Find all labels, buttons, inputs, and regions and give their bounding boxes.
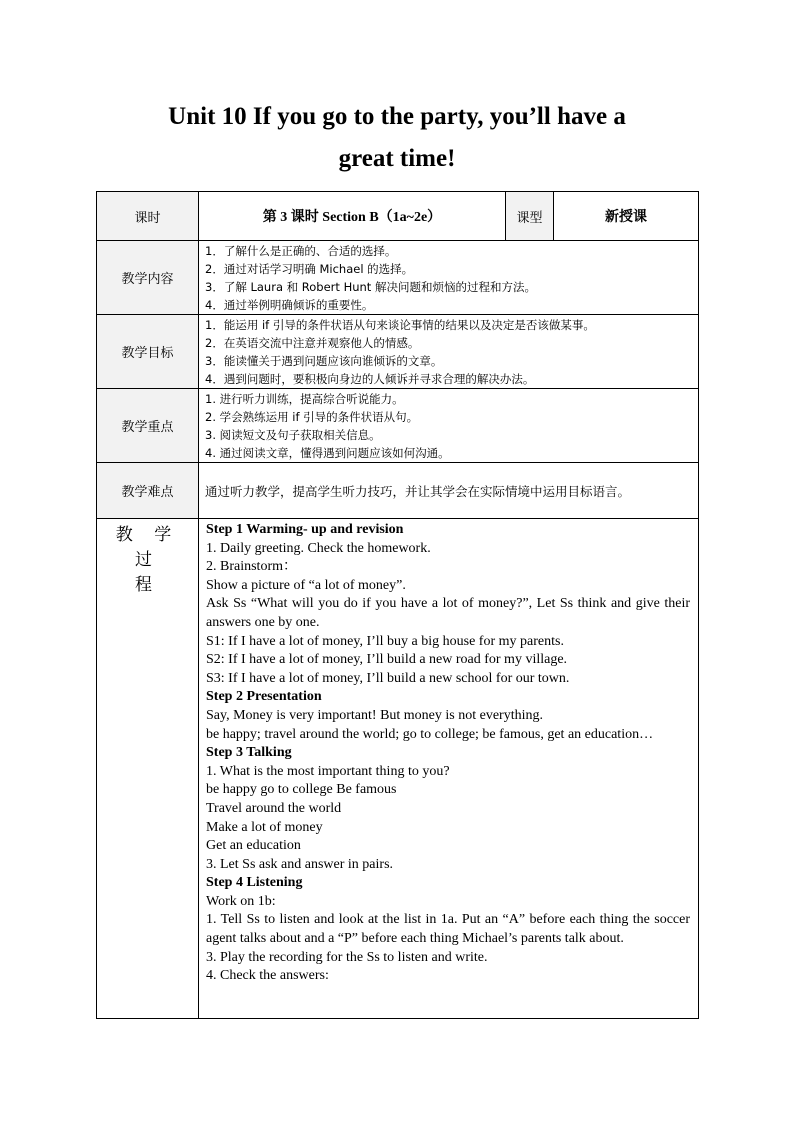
process-line: Get an education [206, 838, 301, 854]
process-line: S2: If I have a lot of money, I’ll build a new road for my village. [206, 652, 568, 668]
goal-item: 4．遇到问题时，要积极向身边的人倾诉并寻求合理的解决办法。 [205, 372, 535, 386]
process-line: Work on 1b: [206, 893, 276, 909]
process-line: Say, Money is very important! But money is not everything. [206, 707, 543, 723]
process-label-line-1: 教 学 过 [115, 525, 180, 570]
step-heading: Step 4 Listening [206, 875, 303, 891]
process-line: 1. Daily greeting. Check the homework. [206, 540, 431, 556]
process-line: 1. Tell Ss to listen and look at the list in 1a. Put an “A” before each thing the soccer agent talks about and a “P” before each thing Michael’s parents talk about. [206, 912, 690, 947]
process-line: Travel around the world [206, 800, 342, 816]
key-points-label: 教学重点 [97, 389, 199, 463]
process-line: 1. What is the most important thing to you? [206, 763, 450, 779]
process-line: S3: If I have a lot of money, I’ll build a new school for our town. [206, 670, 570, 686]
content-item: 2．通过对话学习明确 Michael 的选择。 [205, 262, 414, 276]
content-item: 4．通过举例明确倾诉的重要性。 [205, 298, 374, 312]
period-value: 第 3 课时 Section B（1a~2e） [199, 192, 506, 241]
period-label: 课时 [97, 192, 199, 241]
process-label-line-2: 程 [135, 575, 160, 595]
step-heading: Step 3 Talking [206, 745, 292, 761]
step-heading: Step 2 Presentation [206, 689, 322, 705]
process-row [97, 519, 699, 1019]
process-line: Make a lot of money [206, 819, 323, 835]
process-line: Ask Ss “What will you do if you have a lot of money?”, Let Ss think and give their answers one by one. [206, 596, 690, 630]
process-label [97, 519, 199, 1019]
goals-cell [199, 315, 699, 389]
process-line: be happy; travel around the world; go to college; be famous, get an education… [206, 726, 654, 742]
goals-row [97, 315, 699, 389]
document-title-line-2: great time! [338, 145, 456, 172]
content-cell [199, 241, 699, 315]
process-cell [199, 519, 699, 1019]
difficulties-text: 通过听力教学，提高学生听力技巧，并让其学会在实际情境中运用目标语言。 [199, 463, 699, 519]
document-title-line-1: Unit 10 If you go to the party, you’ll have a [168, 103, 626, 130]
key-point-item: 3. 阅读短文及句子获取相关信息。 [205, 428, 381, 442]
content-item: 3．了解 Laura 和 Robert Hunt 解决问题和烦恼的过程和方法。 [205, 280, 536, 294]
goal-item: 3．能读懂关于遇到问题应该向谁倾诉的文章。 [205, 354, 443, 368]
content-label: 教学内容 [97, 241, 199, 315]
key-points-cell [199, 389, 699, 463]
header-row [97, 192, 699, 241]
type-value: 新授课 [554, 192, 699, 241]
process-line: S1: If I have a lot of money, I’ll buy a big house for my parents. [206, 633, 564, 649]
type-label: 课型 [506, 192, 554, 241]
content-item: 1．了解什么是正确的、合适的选择。 [205, 244, 397, 258]
process-line: 3. Let Ss ask and answer in pairs. [206, 856, 394, 872]
key-point-item: 1. 进行听力训练，提高综合听说能力。 [205, 392, 404, 406]
step-heading: Step 1 Warming- up and revision [206, 522, 404, 537]
goal-item: 1．能运用 if 引导的条件状语从句来谈论事情的结果以及决定是否该做某事。 [205, 318, 595, 332]
difficulties-row [97, 463, 699, 519]
key-point-item: 2. 学会熟练运用 if 引导的条件状语从句。 [205, 410, 419, 424]
process-line: 3. Play the recording for the Ss to listen and write. [206, 949, 488, 965]
process-line: Show a picture of “a lot of money”. [206, 577, 406, 593]
content-row [97, 241, 699, 315]
lesson-plan-table [96, 191, 699, 1019]
process-line: 2. Brainstorm： [206, 559, 297, 575]
process-line: be happy go to college Be famous [206, 782, 397, 798]
process-line: 4. Check the answers: [206, 968, 329, 984]
goal-item: 2．在英语交流中注意并观察他人的情感。 [205, 336, 420, 350]
difficulties-label: 教学难点 [97, 463, 199, 519]
goals-label: 教学目标 [97, 315, 199, 389]
key-point-item: 4. 通过阅读文章，懂得遇到问题应该如何沟通。 [205, 446, 450, 460]
key-points-row [97, 389, 699, 463]
